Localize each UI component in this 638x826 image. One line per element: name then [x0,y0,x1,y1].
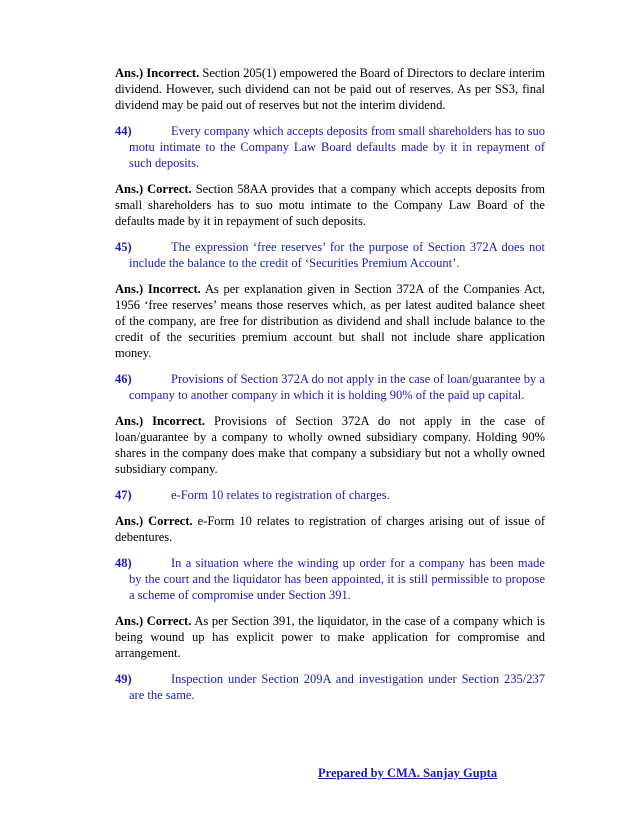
question-text: Provisions of Section 372A do not apply in the case of loan/guarantee by a company to another company in which it is holding 90% of the paid up capital. [129,372,545,402]
answer-paragraph [115,613,545,661]
answer-label: Ans.) Correct. [115,614,192,628]
answer-paragraph [115,513,545,545]
question-number: 45) [115,240,132,254]
question-text: e-Form 10 relates to registration of charges. [171,488,390,502]
answer-text: As per explanation given in Section 372A of the Companies Act, 1956 ‘free reserves’ means those reserves which, as per latest audited balance sheet of the company, are free for distribution as dividend and shall include balance to the credit of the securities premium account but shall not include share application money. [115,282,546,360]
question-text: In a situation where the winding up order for a company has been made by the court and the liquidator has been appointed, it is still permissible to propose a scheme of compromise under Section 391. [129,556,545,602]
answer-text: e-Form 10 relates to registration of charges arising out of issue of debentures. [115,514,545,544]
question-text: Inspection under Section 209A and investigation under Section 235/237 are the same. [129,672,545,702]
answer-label: Ans.) Incorrect. [115,282,201,296]
question-46 [115,371,545,403]
answer-paragraph [115,281,545,361]
answer-text: Section 58AA provides that a company which accepts deposits from small shareholders has to suo motu intimate to the Company Law Board of the defaults made by it in repayment of such deposits. [115,182,546,228]
answer-paragraph [115,65,545,113]
question-text: Every company which accepts deposits from small shareholders has to suo motu intimate to the Company Law Board defaults made by it in repayment of such deposits. [129,124,545,170]
footer-credit: Prepared by CMA. Sanjay Gupta [318,766,498,780]
answer-label: Ans.) Incorrect. [115,414,206,428]
question-number: 44) [115,124,132,138]
answer-text: Section 205(1) empowered the Board of Directors to declare interim dividend. However, such dividend can not be paid out of reserves. As per SS3, final dividend may be paid out of reserves but not the interim dividend. [115,66,545,112]
question-47 [115,487,545,503]
answer-paragraph [115,413,545,477]
answer-text: As per Section 391, the liquidator, in the case of a company which is being wound up has explicit power to make application for compromise and arrangement. [115,614,546,660]
question-number: 49) [115,672,132,686]
question-49 [115,671,545,703]
question-text: The expression ‘free reserves’ for the purpose of Section 372A does not include the balance to the credit of ‘Securities Premium Account’. [129,240,545,270]
question-45 [115,239,545,271]
question-number: 47) [115,488,132,502]
answer-label: Ans.) Correct. [115,182,192,196]
question-48 [115,555,545,603]
question-number: 46) [115,372,132,386]
document-body [115,65,545,713]
question-44 [115,123,545,171]
answer-label: Ans.) Incorrect. [115,66,200,80]
question-number: 48) [115,556,132,570]
answer-paragraph [115,181,545,229]
answer-text: Provisions of Section 372A do not apply in the case of loan/guarantee by a company to wholly owned subsidiary company. Holding 90% shares in the company does make that company a subsidiary but not a wholly owned subsidiary company. [115,414,546,476]
answer-label: Ans.) Correct. [115,514,193,528]
